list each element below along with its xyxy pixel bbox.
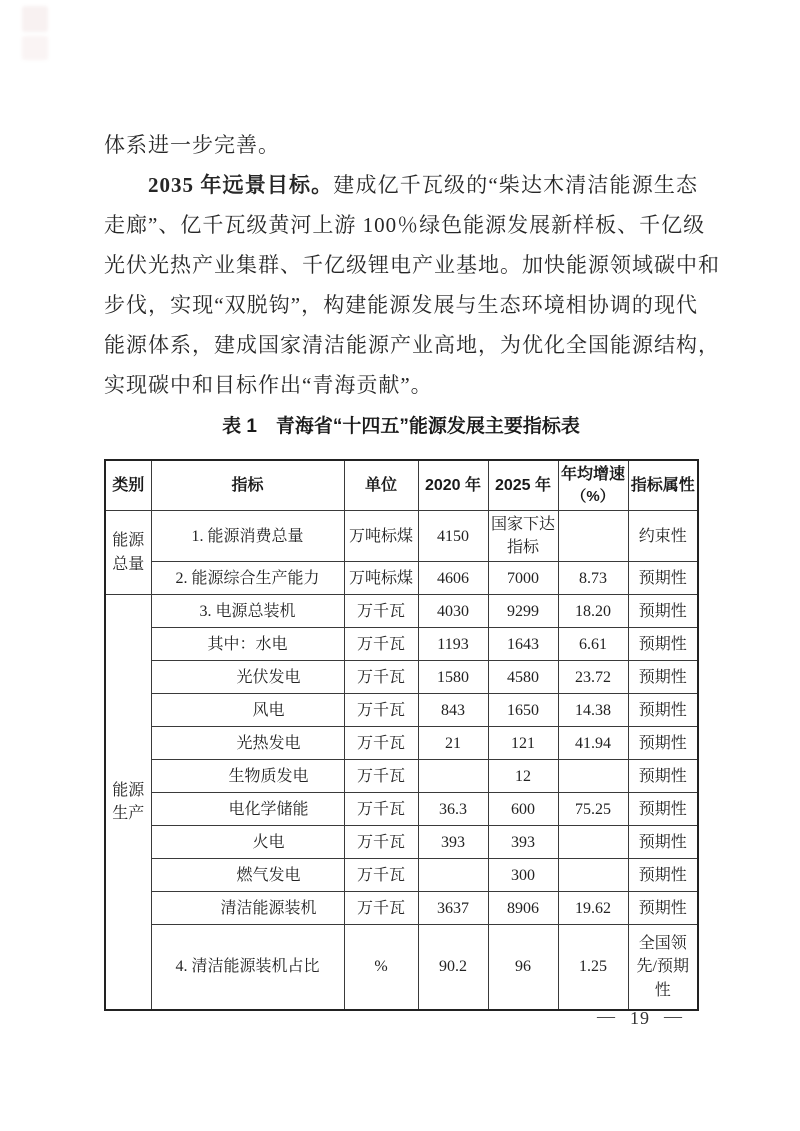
page-number-dash: — — [664, 1006, 683, 1026]
cell-indicator: 3. 电源总装机 — [151, 595, 344, 628]
column-header-sub: （%） — [571, 488, 615, 506]
cell-attribute: 预期性 — [628, 826, 698, 859]
cell-2020: 843 — [418, 694, 488, 727]
cell-2025: 9299 — [488, 595, 558, 628]
cell-2020: 4606 — [418, 562, 488, 595]
body-line-text: 体系进一步完善。 — [104, 133, 280, 157]
cell-indicator: 2. 能源综合生产能力 — [151, 562, 344, 595]
column-header — [105, 460, 151, 510]
table-row — [105, 510, 698, 561]
cell-unit: 万吨标煤 — [344, 562, 418, 595]
cell-2020: 21 — [418, 727, 488, 760]
body-line-text: 建成亿千瓦级的“柴达木清洁能源生态 — [333, 173, 698, 197]
body-line — [104, 245, 720, 285]
cell-indicator: 生物质发电 — [151, 760, 344, 793]
scan-artifact — [22, 6, 48, 32]
column-header-label: 2020 年 — [424, 476, 482, 494]
cell-2025: 300 — [488, 859, 558, 892]
indicator-table-wrap — [104, 459, 699, 1011]
cell-2025: 国家下达指标 — [488, 510, 558, 561]
column-header — [344, 460, 418, 510]
column-header-label: 类别 — [112, 476, 145, 494]
cell-indicator: 清洁能源装机 — [151, 892, 344, 925]
cell-attribute: 全国领先/预期性 — [628, 925, 698, 1010]
cell-2020: 4150 — [418, 510, 488, 561]
cell-growth: 19.62 — [558, 892, 628, 925]
cell-growth — [558, 760, 628, 793]
cell-2025: 1643 — [488, 628, 558, 661]
cell-unit: 万千瓦 — [344, 760, 418, 793]
cell-attribute: 约束性 — [628, 510, 698, 561]
cell-attribute: 预期性 — [628, 628, 698, 661]
body-line-text: 步伐，实现“双脱钩”，构建能源发展与生态环境相协调的现代 — [104, 293, 698, 317]
table-row — [105, 694, 698, 727]
cell-attribute: 预期性 — [628, 859, 698, 892]
cell-growth — [558, 859, 628, 892]
column-header-label: 单位 — [364, 476, 397, 494]
cell-growth — [558, 826, 628, 859]
cell-indicator: 燃气发电 — [151, 859, 344, 892]
cell-growth: 41.94 — [558, 727, 628, 760]
cell-2020: 393 — [418, 826, 488, 859]
column-header-label: 指标属性 — [630, 476, 695, 494]
cell-growth: 23.72 — [558, 661, 628, 694]
cell-unit: 万吨标煤 — [344, 510, 418, 561]
cell-attribute: 预期性 — [628, 595, 698, 628]
column-header — [151, 460, 344, 510]
cell-growth: 8.73 — [558, 562, 628, 595]
table-row — [105, 661, 698, 694]
body-line — [104, 325, 720, 365]
body-line-text: 实现碳中和目标作出“青海贡献”。 — [104, 373, 433, 397]
column-header — [628, 460, 698, 510]
table-row — [105, 562, 698, 595]
cell-2025: 8906 — [488, 892, 558, 925]
cell-unit: % — [344, 925, 418, 1010]
cell-growth: 6.61 — [558, 628, 628, 661]
table-row — [105, 760, 698, 793]
cell-2025: 4580 — [488, 661, 558, 694]
cell-attribute: 预期性 — [628, 793, 698, 826]
cell-attribute: 预期性 — [628, 892, 698, 925]
column-header — [488, 460, 558, 510]
cell-2025: 600 — [488, 793, 558, 826]
cell-unit: 万千瓦 — [344, 727, 418, 760]
page-number — [555, 1008, 725, 1029]
cell-2020 — [418, 859, 488, 892]
cell-attribute: 预期性 — [628, 661, 698, 694]
cell-2025: 1650 — [488, 694, 558, 727]
body-line-text: 光伏光热产业集群、千亿级锂电产业基地。加快能源领域碳中和 — [104, 253, 720, 277]
body-line — [104, 125, 698, 165]
column-header — [558, 460, 628, 510]
table-row — [105, 892, 698, 925]
body-line-bold-lead: 2035 年远景目标。 — [148, 173, 334, 197]
cell-unit: 万千瓦 — [344, 661, 418, 694]
cell-growth: 1.25 — [558, 925, 628, 1010]
cell-attribute: 预期性 — [628, 694, 698, 727]
body-line — [104, 165, 698, 205]
body-line-text: 能源体系，建成国家清洁能源产业高地，为优化全国能源结构， — [104, 333, 720, 357]
column-header — [418, 460, 488, 510]
cell-attribute: 预期性 — [628, 562, 698, 595]
body-line — [104, 285, 698, 325]
body-line — [104, 205, 706, 245]
cell-attribute: 预期性 — [628, 727, 698, 760]
cell-2020: 4030 — [418, 595, 488, 628]
cell-growth: 14.38 — [558, 694, 628, 727]
cell-2025: 96 — [488, 925, 558, 1010]
cell-attribute: 预期性 — [628, 760, 698, 793]
cell-growth: 75.25 — [558, 793, 628, 826]
cell-2020: 1193 — [418, 628, 488, 661]
cell-2020: 90.2 — [418, 925, 488, 1010]
cell-2025: 7000 — [488, 562, 558, 595]
cell-category: 能源总量 — [105, 510, 151, 594]
cell-2020: 36.3 — [418, 793, 488, 826]
page-number-value: 19 — [630, 1008, 650, 1028]
table-row — [105, 826, 698, 859]
cell-unit: 万千瓦 — [344, 628, 418, 661]
cell-unit: 万千瓦 — [344, 694, 418, 727]
cell-2025: 393 — [488, 826, 558, 859]
page-number-dash: — — [597, 1006, 616, 1026]
cell-unit: 万千瓦 — [344, 595, 418, 628]
indicator-table — [104, 459, 699, 1011]
column-header-label: 年均增速 — [560, 466, 625, 483]
body-line — [104, 365, 698, 405]
table-title: 表 1 青海省“十四五”能源发展主要指标表 — [222, 416, 580, 437]
cell-category: 能源生产 — [105, 595, 151, 1010]
body-paragraphs — [104, 125, 720, 405]
cell-indicator: 风电 — [151, 694, 344, 727]
cell-unit: 万千瓦 — [344, 793, 418, 826]
column-header-label: 2025 年 — [494, 476, 552, 494]
table-row — [105, 925, 698, 1010]
cell-growth: 18.20 — [558, 595, 628, 628]
table-row — [105, 859, 698, 892]
column-header-label: 指标 — [231, 476, 264, 494]
table-row — [105, 727, 698, 760]
cell-indicator: 其中：水电 — [151, 628, 344, 661]
cell-indicator: 光热发电 — [151, 727, 344, 760]
table-row — [105, 595, 698, 628]
cell-2025: 12 — [488, 760, 558, 793]
cell-indicator: 4. 清洁能源装机占比 — [151, 925, 344, 1010]
cell-unit: 万千瓦 — [344, 892, 418, 925]
cell-growth — [558, 510, 628, 561]
body-line-text: 走廊”、亿千瓦级黄河上游 100％绿色能源发展新样板、千亿级 — [104, 213, 706, 237]
cell-2020: 1580 — [418, 661, 488, 694]
cell-2020: 3637 — [418, 892, 488, 925]
cell-indicator: 电化学储能 — [151, 793, 344, 826]
cell-indicator: 火电 — [151, 826, 344, 859]
cell-unit: 万千瓦 — [344, 859, 418, 892]
cell-indicator: 光伏发电 — [151, 661, 344, 694]
cell-unit: 万千瓦 — [344, 826, 418, 859]
table-row — [105, 793, 698, 826]
table-row — [105, 628, 698, 661]
cell-2025: 121 — [488, 727, 558, 760]
cell-2020 — [418, 760, 488, 793]
cell-indicator: 1. 能源消费总量 — [151, 510, 344, 561]
scan-artifact — [22, 36, 48, 60]
